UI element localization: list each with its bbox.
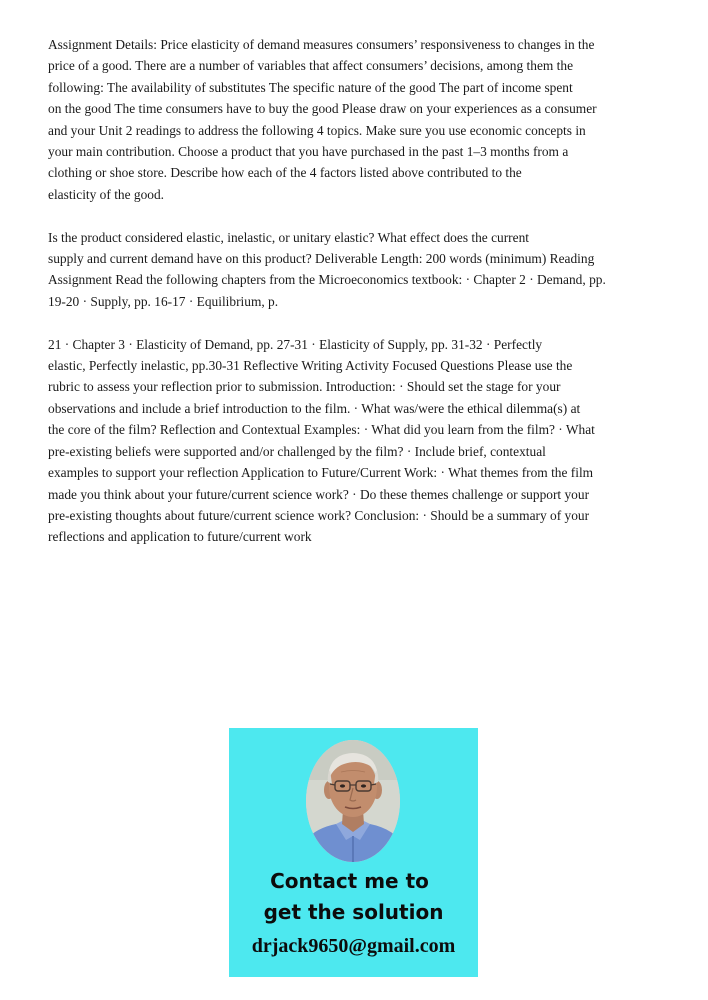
text-line: reflections and application to future/current work: [48, 529, 312, 545]
contact-heading-line1: Contact me to: [270, 869, 429, 893]
person-portrait-icon: [306, 740, 400, 862]
paragraph-2: [48, 227, 648, 313]
text-line: elasticity of the good.: [48, 186, 165, 202]
text-line: supply and current demand have on this product? Deliverable Length: 200 words (minimum) Reading: [48, 251, 595, 267]
text-line: the core of the film? Reflection and Contextual Examples: · What did you learn from the film? · What: [48, 422, 595, 438]
paragraph-1: [48, 34, 648, 205]
text-line: examples to support your reflection Application to Future/Current Work: · What themes from the film: [48, 465, 594, 481]
text-line: rubric to assess your reflection prior to submission. Introduction: · Should set the stage for your: [48, 379, 561, 395]
contact-email[interactable]: drjack9650@gmail.com: [251, 935, 456, 957]
text-line: 21 · Chapter 3 · Elasticity of Demand, pp. 27-31 · Elasticity of Supply, pp. 31-32 · Perfectly: [48, 336, 543, 352]
text-line: elastic, Perfectly inelastic, pp.30-31 Reflective Writing Activity Focused Questions Please use the: [48, 358, 573, 374]
text-line: pre-existing thoughts about future/current science work? Conclusion: · Should be a summary of your: [48, 507, 590, 523]
text-line: observations and include a brief introduction to the film. · What was/were the ethical dilemma(s) at: [48, 400, 581, 416]
document-body: [48, 34, 648, 569]
contact-heading-line2: get the solution: [263, 900, 444, 924]
paragraph-3: [48, 334, 648, 548]
text-line: Is the product considered elastic, inelastic, or unitary elastic? What effect does the current: [48, 229, 530, 245]
text-line: pre-existing beliefs were supported and/or challenged by the film? · Include brief, contextual: [48, 443, 546, 459]
text-line: price of a good. There are a number of variables that affect consumers’ decisions, among them the: [48, 58, 574, 74]
text-line: clothing or shoe store. Describe how each of the 4 factors listed above contributed to the: [48, 165, 522, 181]
contact-card: [229, 728, 478, 977]
portrait-drawing: [306, 740, 400, 862]
text-line: made you think about your future/current science work? · Do these themes challenge or support your: [48, 486, 590, 502]
text-line: Assignment Details: Price elasticity of demand measures consumers’ responsiveness to changes in the: [48, 37, 595, 52]
text-line: following: The availability of substitutes The specific nature of the good The part of income spent: [48, 79, 573, 95]
text-line: 19-20 · Supply, pp. 16-17 · Equilibrium, p.: [48, 293, 279, 309]
text-line: and your Unit 2 readings to address the following 4 topics. Make sure you use economic concepts in: [48, 122, 586, 138]
text-line: on the good The time consumers have to buy the good Please draw on your experiences as a consumer: [48, 101, 597, 117]
text-line: your main contribution. Choose a product that you have purchased in the past 1–3 months from a: [48, 144, 569, 160]
text-line: Assignment Read the following chapters from the Microeconomics textbook: · Chapter 2 · Demand, pp.: [48, 272, 606, 288]
